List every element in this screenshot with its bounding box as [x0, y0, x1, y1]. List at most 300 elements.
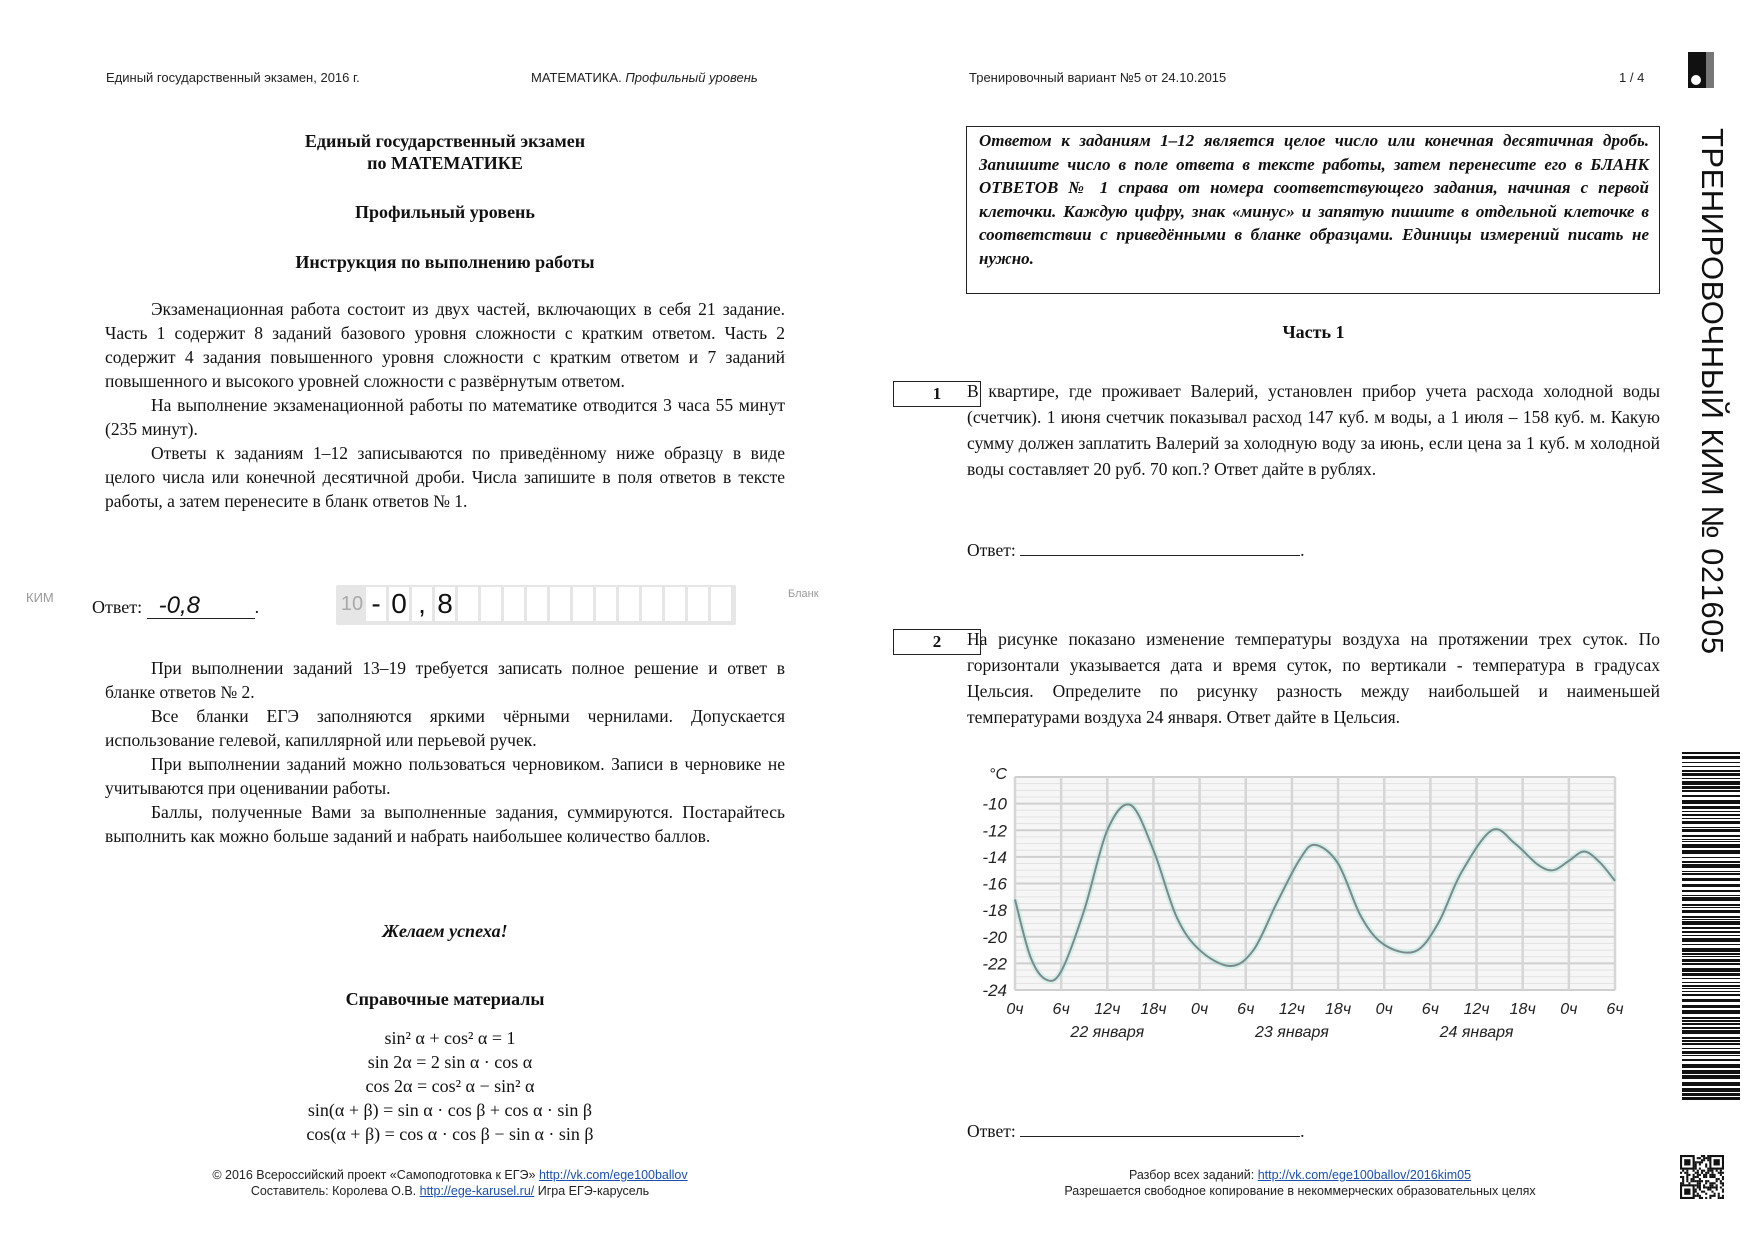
- qr-module: [1722, 1189, 1724, 1191]
- blank-label: Бланк: [788, 588, 819, 600]
- qr-module: [1707, 1186, 1709, 1188]
- barcode-bar: [1682, 904, 1740, 906]
- qr-module: [1716, 1180, 1718, 1182]
- answer-cell: [642, 587, 662, 621]
- qr-module: [1682, 1170, 1684, 1172]
- barcode-bar: [1682, 1043, 1740, 1045]
- barcode-bar: [1682, 773, 1740, 776]
- header-subject: [531, 70, 758, 85]
- barcode-bar: [1682, 884, 1740, 887]
- answer-cell: [688, 587, 708, 621]
- qr-module: [1697, 1176, 1699, 1178]
- day-label: 23 января: [1255, 1024, 1329, 1041]
- barcode-bar: [1682, 818, 1740, 819]
- qr-module: [1720, 1170, 1722, 1172]
- qr-module: [1697, 1195, 1699, 1197]
- task-number-box: 2: [893, 629, 981, 655]
- barcode-icon: [1682, 752, 1740, 1102]
- header-variant: Тренировочный вариант №5 от 24.10.2015: [969, 70, 1227, 85]
- answer-cell: [504, 587, 524, 621]
- answer-cell: ,: [412, 587, 432, 621]
- qr-module: [1707, 1168, 1709, 1170]
- answer-cell: 0: [389, 587, 409, 621]
- part-title: Часть 1: [1282, 322, 1345, 342]
- header-subject-level: Профильный уровень: [625, 70, 758, 85]
- x-tick-label: 6ч: [1421, 1001, 1439, 1018]
- qr-module: [1722, 1176, 1724, 1178]
- qr-module: [1718, 1193, 1720, 1195]
- answer-cell: [711, 587, 731, 621]
- barcode-bar: [1682, 1064, 1740, 1068]
- task-1-text: В квартире, где проживает Валерий, установлен прибор учета расхода холодной воды (счетчик). 1 июня счетчик показывал расход 147 куб. м воды, а 1 июля – 158 куб. м. Какую сумму должен заплатить Валерий за холодную воду за июнь, если цена за 1 куб. м холодной воды составляет 20 руб. 70 коп.? Ответ дайте в рублях.: [967, 381, 1660, 479]
- qr-module: [1693, 1176, 1695, 1178]
- left-footer: [150, 1167, 750, 1199]
- barcode-bar: [1682, 752, 1740, 754]
- qr-module: [1718, 1197, 1720, 1199]
- qr-code-icon: [1680, 1155, 1724, 1199]
- barcode-bar: [1682, 766, 1740, 767]
- qr-module: [1686, 1178, 1688, 1180]
- instruction-paragraph: При выполнении заданий 13–19 требуется записать полное решение и ответ в бланке ответов № 2.: [105, 658, 785, 702]
- reference-title: Справочные материалы: [345, 989, 545, 1009]
- qr-module: [1686, 1174, 1688, 1176]
- barcode-bar: [1682, 968, 1740, 972]
- qr-module: [1709, 1197, 1711, 1199]
- barcode-bar: [1682, 1059, 1740, 1061]
- barcode-bar: [1682, 890, 1740, 892]
- qr-module: [1709, 1189, 1711, 1191]
- barcode-bar: [1682, 1040, 1740, 1042]
- qr-module: [1709, 1184, 1711, 1186]
- qr-module: [1699, 1180, 1701, 1182]
- qr-module: [1707, 1159, 1709, 1161]
- vertical-kim-title: [1695, 128, 1730, 718]
- qr-module: [1716, 1186, 1718, 1188]
- barcode-bar: [1682, 841, 1740, 842]
- barcode-bar: [1682, 839, 1740, 840]
- barcode-bar: [1682, 1075, 1740, 1079]
- qr-module: [1714, 1186, 1716, 1188]
- qr-module: [1722, 1178, 1724, 1180]
- barcode-bar: [1682, 821, 1740, 824]
- answer-cell: [458, 587, 478, 621]
- barcode-bar: [1682, 795, 1740, 797]
- qr-module: [1701, 1197, 1703, 1199]
- qr-module: [1701, 1161, 1703, 1163]
- barcode-bar: [1682, 850, 1740, 854]
- instruction-paragraph: Баллы, полученные Вами за выполненные задания, суммируются. Постарайтесь выполнить как можно больше заданий и набрать наибольшее количество баллов.: [105, 802, 785, 846]
- qr-module: [1695, 1161, 1697, 1163]
- qr-module: [1703, 1191, 1705, 1193]
- qr-module: [1695, 1180, 1697, 1182]
- vertical-kim-title-text: ТРЕНИРОВОЧНЫЙ КИМ № 021605: [1695, 128, 1730, 655]
- answer-label: Ответ:: [967, 540, 1016, 560]
- qr-module: [1709, 1195, 1711, 1197]
- qr-module: [1682, 1180, 1684, 1182]
- qr-module: [1701, 1172, 1703, 1174]
- instructions-title: Инструкция по выполнению работы: [295, 252, 595, 272]
- barcode-bar: [1682, 919, 1740, 920]
- footer-author: Составитель: Королева О.В.: [250, 1184, 417, 1198]
- qr-module: [1695, 1191, 1697, 1193]
- barcode-bar: [1682, 806, 1740, 809]
- barcode-bar: [1682, 916, 1740, 918]
- footer-vk-link[interactable]: http://vk.com/ege100ballov: [538, 1168, 688, 1182]
- qr-module: [1703, 1157, 1705, 1159]
- sample-answer-value: -0,8: [147, 594, 255, 619]
- y-unit-label: °C: [989, 766, 1007, 783]
- qr-module: [1711, 1186, 1713, 1188]
- x-tick-label: 12ч: [1278, 1001, 1305, 1018]
- qr-module: [1686, 1172, 1688, 1174]
- barcode-bar: [1682, 827, 1740, 828]
- barcode-bar: [1682, 861, 1740, 863]
- qr-module: [1703, 1159, 1705, 1161]
- barcode-bar: [1682, 1020, 1740, 1022]
- answer-cell: [550, 587, 570, 621]
- x-tick-label: 0ч: [1191, 1001, 1209, 1018]
- qr-module: [1705, 1157, 1707, 1159]
- barcode-bar: [1682, 844, 1740, 848]
- qr-module: [1680, 1176, 1682, 1178]
- qr-module: [1699, 1157, 1701, 1159]
- barcode-bar: [1682, 1082, 1740, 1086]
- qr-module: [1703, 1170, 1705, 1172]
- qr-module: [1705, 1182, 1707, 1184]
- exam-title-line1: Единый государственный экзамен: [304, 131, 586, 151]
- instruction-paragraph: На выполнение экзаменационной работы по математике отводится 3 часа 55 минут (235 минут).: [105, 395, 785, 439]
- instruction-paragraph: При выполнении заданий можно пользоваться черновиком. Записи в черновике не учитываются при оценивании работы.: [105, 754, 785, 798]
- barcode-bar: [1682, 762, 1740, 763]
- x-tick-label: 18ч: [1509, 1001, 1536, 1018]
- instruction-paragraph: Ответы к заданиям 1–12 записываются по приведённому ниже образцу в виде целого числа или конечной десятичной дроби. Числа запишите в поля ответов в тексте работы, а затем перенесите в бланк ответов № 1.: [105, 443, 785, 511]
- qr-module: [1680, 1172, 1682, 1174]
- barcode-bar: [1682, 963, 1740, 965]
- barcode-bar: [1682, 895, 1740, 896]
- qr-module: [1711, 1170, 1713, 1172]
- qr-module: [1714, 1176, 1716, 1178]
- qr-module: [1684, 1189, 1690, 1195]
- corner-marker-icon: [1688, 52, 1714, 88]
- qr-module: [1697, 1180, 1699, 1182]
- x-tick-label: 0ч: [1375, 1001, 1393, 1018]
- qr-module: [1720, 1182, 1722, 1184]
- barcode-bar: [1682, 978, 1740, 979]
- x-tick-label: 0ч: [1006, 1001, 1024, 1018]
- qr-module: [1707, 1180, 1709, 1182]
- temperature-chart: [970, 765, 1630, 1065]
- formula: sin² α + cos² α = 1: [384, 1028, 516, 1048]
- x-tick-label: 6ч: [1052, 1001, 1070, 1018]
- qr-module: [1709, 1170, 1711, 1172]
- qr-module: [1693, 1174, 1695, 1176]
- answer-cell: -: [366, 587, 386, 621]
- qr-module: [1705, 1176, 1707, 1178]
- barcode-bar: [1682, 1027, 1740, 1029]
- qr-module: [1682, 1178, 1684, 1180]
- qr-module: [1709, 1186, 1711, 1188]
- barcode-bar: [1682, 800, 1740, 804]
- barcode-bar: [1682, 756, 1740, 759]
- barcode-bar: [1682, 1093, 1740, 1096]
- barcode-bar: [1682, 1097, 1740, 1100]
- barcode-bar: [1682, 811, 1740, 812]
- qr-module: [1714, 1193, 1716, 1195]
- qr-module: [1693, 1180, 1695, 1182]
- qr-module: [1707, 1170, 1709, 1172]
- barcode-bar: [1682, 935, 1740, 936]
- qr-module: [1709, 1182, 1711, 1184]
- barcode-bar: [1682, 864, 1740, 868]
- formula: sin 2α = 2 sin α · cos α: [367, 1052, 533, 1072]
- day-label: 22 января: [1070, 1024, 1145, 1041]
- barcode-bar: [1682, 1051, 1740, 1054]
- qr-module: [1722, 1172, 1724, 1174]
- x-tick-label: 18ч: [1140, 1001, 1167, 1018]
- y-tick-label: -10: [982, 794, 1007, 814]
- barcode-bar: [1682, 786, 1740, 789]
- qr-module: [1720, 1197, 1722, 1199]
- page-number: 1 / 4: [1619, 70, 1645, 85]
- y-tick-label: -16: [982, 874, 1007, 894]
- barcode-bar: [1682, 897, 1740, 901]
- sample-answer-cells: [336, 585, 736, 625]
- qr-module: [1711, 1184, 1713, 1186]
- x-tick-label: 12ч: [1463, 1001, 1490, 1018]
- qr-module: [1722, 1195, 1724, 1197]
- qr-module: [1697, 1161, 1699, 1163]
- answer-field[interactable]: [1020, 537, 1300, 556]
- qr-module: [1695, 1195, 1697, 1197]
- qr-module: [1716, 1178, 1718, 1180]
- task-2-answer: Ответ: .: [967, 1118, 1304, 1142]
- y-tick-label: -18: [982, 901, 1007, 921]
- barcode-bar: [1682, 1005, 1740, 1008]
- qr-module: [1718, 1195, 1720, 1197]
- qr-module: [1714, 1159, 1720, 1165]
- qr-module: [1707, 1157, 1709, 1159]
- barcode-bar: [1682, 873, 1740, 875]
- instruction-paragraph: Экзаменационная работа состоит из двух частей, включающих в себя 21 задание. Часть 1 содержит 8 заданий базового уровня сложности с кратким ответом. Часть 2 содержит 4 задания повышенного уровня сложности с кратким ответом и 7 заданий повышенного и высокого уровней сложности с развёрнутым ответом.: [105, 299, 785, 391]
- qr-module: [1722, 1191, 1724, 1193]
- barcode-bar: [1682, 953, 1740, 955]
- barcode-bar: [1682, 857, 1740, 858]
- qr-module: [1711, 1195, 1713, 1197]
- qr-module: [1695, 1189, 1697, 1191]
- sample-answer-label: Ответ:: [92, 597, 143, 617]
- barcode-bar: [1682, 1037, 1740, 1039]
- qr-module: [1697, 1172, 1699, 1174]
- answer-label: Ответ:: [967, 1121, 1016, 1141]
- qr-module: [1714, 1182, 1716, 1184]
- qr-module: [1701, 1170, 1703, 1172]
- qr-module: [1716, 1170, 1718, 1172]
- instruction-paragraph: Все бланки ЕГЭ заполняются яркими чёрными чернилами. Допускается использование гелевой, капиллярной или перьевой ручек.: [105, 706, 785, 750]
- qr-module: [1699, 1174, 1701, 1176]
- qr-module: [1690, 1180, 1692, 1182]
- barcode-bar: [1682, 1030, 1740, 1034]
- qr-module: [1705, 1165, 1707, 1167]
- answer-cell: [527, 587, 547, 621]
- task-number-box: 1: [893, 381, 981, 407]
- barcode-bar: [1682, 956, 1740, 957]
- barcode-bar: [1682, 910, 1740, 913]
- qr-module: [1695, 1172, 1697, 1174]
- x-tick-label: 12ч: [1094, 1001, 1121, 1018]
- qr-module: [1705, 1197, 1707, 1199]
- header-subject-name: МАТЕМАТИКА.: [531, 70, 622, 85]
- qr-module: [1722, 1182, 1724, 1184]
- barcode-bar: [1682, 814, 1740, 816]
- footer-analysis-link[interactable]: http://vk.com/ege100ballov/2016kim05: [1257, 1168, 1472, 1182]
- qr-module: [1699, 1182, 1701, 1184]
- qr-module: [1705, 1163, 1707, 1165]
- qr-module: [1707, 1172, 1709, 1174]
- qr-module: [1718, 1172, 1720, 1174]
- qr-module: [1714, 1195, 1716, 1197]
- qr-module: [1709, 1176, 1711, 1178]
- answer-cell: [573, 587, 593, 621]
- exam-level: Профильный уровень: [355, 202, 535, 222]
- y-tick-label: -24: [982, 981, 1007, 1000]
- barcode-bar: [1682, 871, 1740, 872]
- qr-module: [1688, 1174, 1690, 1176]
- footer-copy-permission: Разрешается свободное копирование в некоммерческих образовательных целях: [1064, 1184, 1536, 1198]
- day-label: 24 января: [1439, 1024, 1514, 1041]
- x-tick-label: 6ч: [1606, 1001, 1624, 1018]
- qr-module: [1707, 1155, 1709, 1157]
- cell-number: 10: [340, 593, 364, 615]
- barcode-bar: [1682, 927, 1740, 929]
- barcode-bar: [1682, 948, 1740, 952]
- barcode-bar: [1682, 1048, 1740, 1049]
- answer-cell: [619, 587, 639, 621]
- qr-module: [1680, 1182, 1682, 1184]
- task-2-text: На рисунке показано изменение температуры воздуха на протяжении трех суток. По горизонтали указывается дата и время суток, по вертикали - температура в градусах Цельсия. Определите по рисунку разность между наибольшей и наименьшей температурами воздуха 24 января. Ответ дайте в Цельсия.: [967, 629, 1660, 727]
- answer-cell: 8: [435, 587, 455, 621]
- qr-module: [1695, 1176, 1697, 1178]
- qr-module: [1714, 1174, 1716, 1176]
- right-footer: [1000, 1167, 1600, 1199]
- exam-title: [105, 130, 785, 174]
- qr-module: [1718, 1178, 1720, 1180]
- qr-module: [1720, 1172, 1722, 1174]
- sample-answer: Ответ: -0,8 .: [92, 592, 260, 619]
- qr-module: [1703, 1186, 1705, 1188]
- y-tick-label: -22: [982, 954, 1007, 974]
- qr-module: [1709, 1174, 1711, 1176]
- qr-module: [1699, 1186, 1701, 1188]
- barcode-bar: [1682, 829, 1740, 832]
- formula: cos 2α = cos² α − sin² α: [365, 1076, 535, 1096]
- qr-module: [1703, 1174, 1705, 1176]
- formula: cos(α + β) = cos α · cos β − sin α · sin β: [306, 1124, 594, 1144]
- qr-module: [1711, 1172, 1713, 1174]
- barcode-bar: [1682, 959, 1740, 962]
- qr-module: [1711, 1174, 1713, 1176]
- qr-module: [1716, 1189, 1718, 1191]
- qr-module: [1703, 1176, 1705, 1178]
- qr-module: [1682, 1176, 1684, 1178]
- qr-module: [1722, 1184, 1724, 1186]
- footer-karusel-link[interactable]: http://ege-karusel.ru/: [419, 1184, 535, 1198]
- qr-module: [1703, 1184, 1705, 1186]
- answer-field[interactable]: [1020, 1118, 1300, 1137]
- qr-module: [1720, 1180, 1722, 1182]
- y-tick-label: -14: [982, 847, 1007, 867]
- footer-analysis: Разбор всех заданий:: [1128, 1168, 1255, 1182]
- qr-module: [1701, 1159, 1703, 1161]
- qr-module: [1699, 1184, 1701, 1186]
- wish-text: Желаем успеха!: [382, 921, 508, 941]
- qr-module: [1697, 1157, 1699, 1159]
- qr-module: [1711, 1182, 1713, 1184]
- answer-cell: [665, 587, 685, 621]
- barcode-bar: [1682, 1055, 1740, 1056]
- qr-module: [1697, 1170, 1699, 1172]
- barcode-bar: [1682, 982, 1740, 983]
- qr-module: [1699, 1197, 1701, 1199]
- barcode-bar: [1682, 985, 1740, 987]
- qr-module: [1695, 1184, 1697, 1186]
- qr-module: [1695, 1163, 1697, 1165]
- barcode-bar: [1682, 878, 1740, 881]
- qr-module: [1684, 1159, 1690, 1165]
- qr-module: [1686, 1180, 1688, 1182]
- footer-game: Игра ЕГЭ-карусель: [537, 1184, 650, 1198]
- qr-module: [1693, 1178, 1695, 1180]
- barcode-bar: [1682, 988, 1740, 989]
- qr-module: [1716, 1184, 1718, 1186]
- qr-module: [1697, 1184, 1699, 1186]
- barcode-bar: [1682, 1088, 1740, 1092]
- task-1-answer: Ответ: .: [967, 537, 1304, 561]
- formula: sin(α + β) = sin α · cos β + cos α · sin β: [307, 1100, 593, 1120]
- qr-module: [1697, 1193, 1699, 1195]
- barcode-bar: [1682, 944, 1740, 945]
- qr-module: [1705, 1186, 1707, 1188]
- barcode-bar: [1682, 790, 1740, 792]
- barcode-bar: [1682, 973, 1740, 976]
- qr-module: [1705, 1172, 1707, 1174]
- instructions-part2: [105, 656, 785, 848]
- instruction-box: Ответом к заданиям 1–12 является целое число или конечная десятичная дробь. Запишите число в поле ответа в тексте работы, затем перенесите его в БЛАНК ОТВЕТОВ № 1 справа от номера соответствующего задания, начиная с первой клеточки. Каждую цифру, знак «минус» и запятую пишите в отдельной клеточке в соответствии с приведёнными в бланке образцами. Единицы измерений писать не нужно.: [966, 126, 1660, 294]
- x-tick-label: 18ч: [1325, 1001, 1352, 1018]
- answer-cell: [481, 587, 501, 621]
- barcode-bar: [1682, 921, 1740, 925]
- qr-module: [1705, 1180, 1707, 1182]
- y-tick-label: -20: [982, 927, 1007, 947]
- barcode-bar: [1682, 778, 1740, 779]
- barcode-bar: [1682, 835, 1740, 837]
- qr-module: [1705, 1174, 1707, 1176]
- qr-module: [1722, 1197, 1724, 1199]
- qr-module: [1705, 1193, 1707, 1195]
- qr-module: [1699, 1189, 1701, 1191]
- footer-copyright: © 2016 Всероссийский проект «Самоподготовка к ЕГЭ»: [212, 1168, 536, 1182]
- barcode-bar: [1682, 770, 1740, 772]
- barcode-bar: [1682, 991, 1740, 992]
- qr-module: [1688, 1182, 1690, 1184]
- qr-module: [1699, 1163, 1701, 1165]
- qr-module: [1684, 1172, 1686, 1174]
- qr-module: [1701, 1191, 1703, 1193]
- barcode-bar: [1682, 1070, 1740, 1074]
- barcode-bar: [1682, 781, 1740, 785]
- qr-module: [1703, 1155, 1705, 1157]
- qr-module: [1697, 1174, 1699, 1176]
- qr-module: [1720, 1186, 1722, 1188]
